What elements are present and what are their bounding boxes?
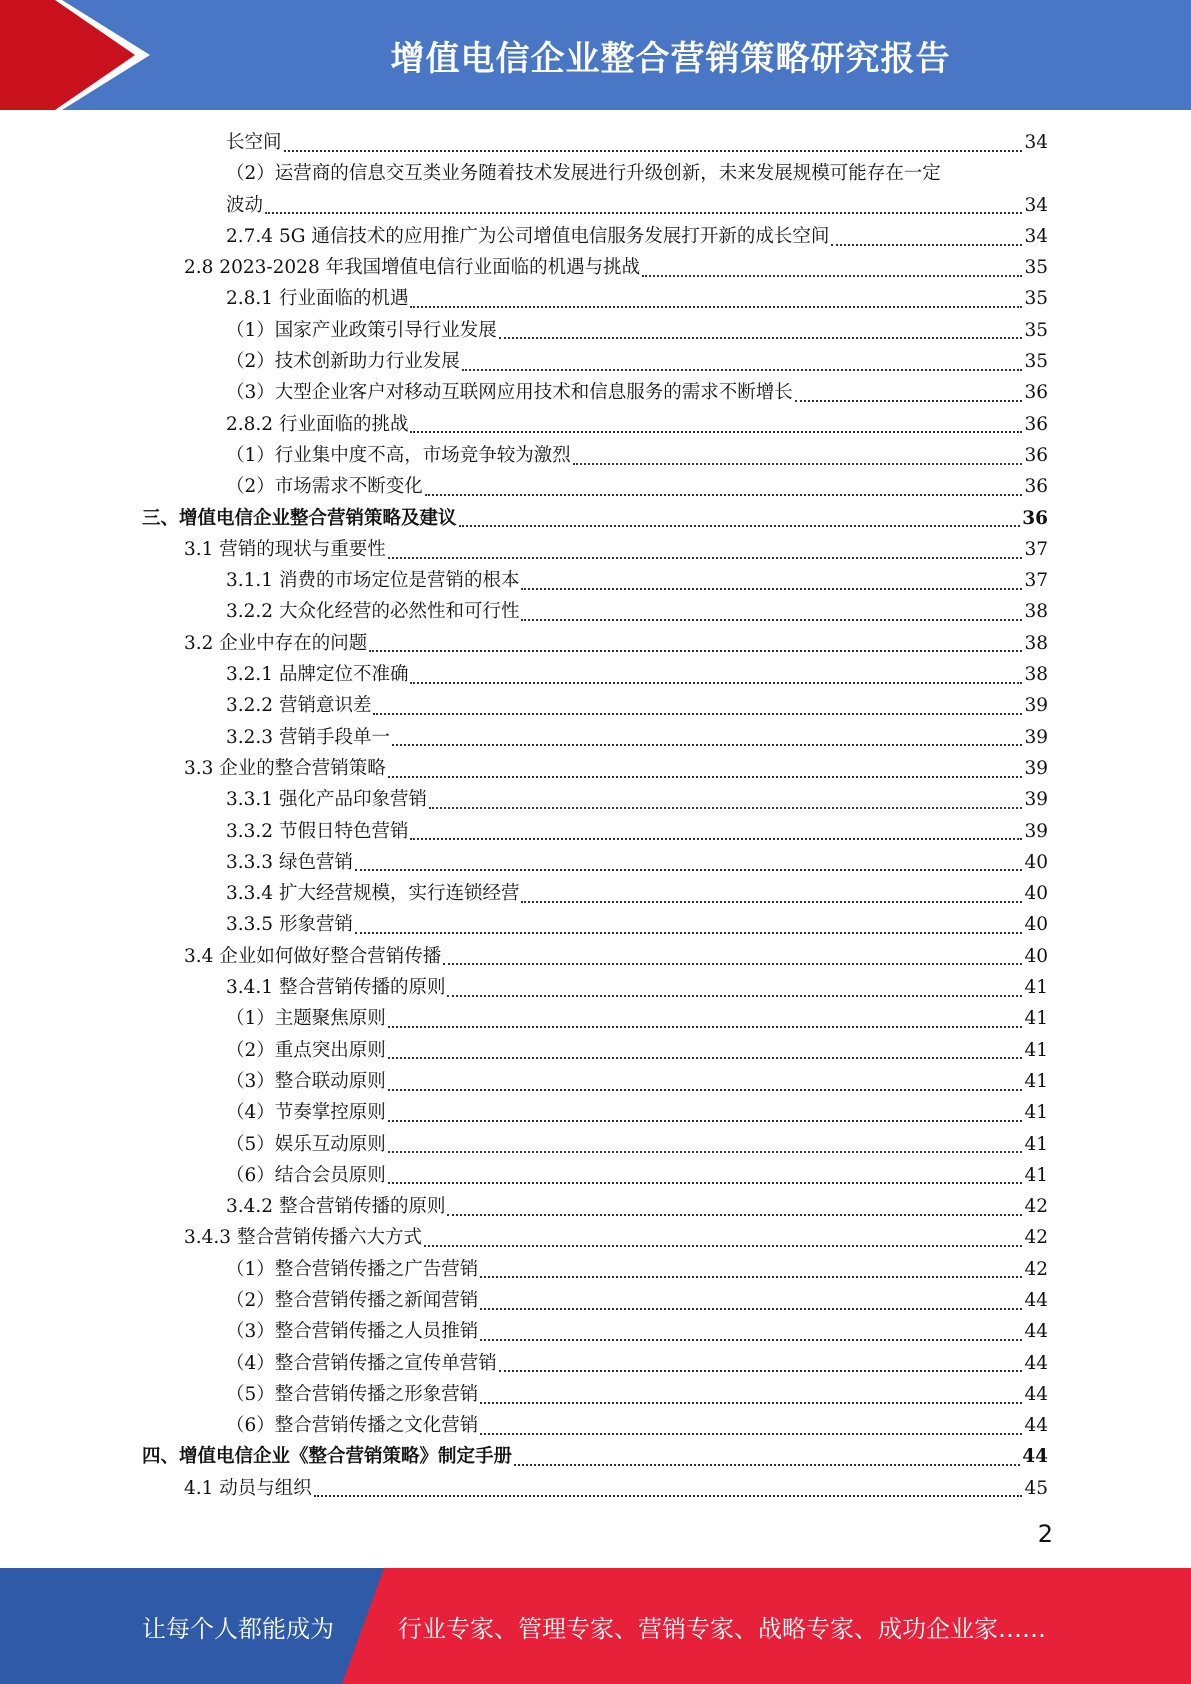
table-of-contents bbox=[142, 127, 1048, 1504]
toc-entry-label: （5）娱乐互动原则 bbox=[226, 1133, 386, 1155]
toc-entry-label: （4）整合营销传播之宣传单营销 bbox=[226, 1352, 497, 1374]
toc-leader-dots bbox=[573, 463, 1023, 465]
footer-slogan-left: 让每个人都能成为 bbox=[142, 1614, 334, 1643]
toc-entry-page: 36 bbox=[1022, 507, 1048, 529]
red-chevron-icon bbox=[0, 0, 150, 110]
toc-entry-label: （3）大型企业客户对移动互联网应用技术和信息服务的需求不断增长 bbox=[226, 382, 793, 404]
toc-entry[interactable] bbox=[142, 503, 1048, 534]
toc-entry-label: 3.2 企业中存在的问题 bbox=[184, 632, 368, 654]
toc-leader-dots bbox=[521, 588, 1022, 590]
toc-leader-dots bbox=[388, 1026, 1023, 1028]
toc-entry[interactable] bbox=[142, 1129, 1048, 1160]
toc-entry-label: （4）节奏掌控原则 bbox=[226, 1102, 386, 1124]
toc-leader-dots bbox=[521, 901, 1022, 903]
toc-entry-page: 42 bbox=[1024, 1227, 1048, 1249]
toc-entry-page: 44 bbox=[1024, 1383, 1048, 1405]
toc-leader-dots bbox=[521, 619, 1022, 621]
toc-entry-label: 3.2.3 营销手段单一 bbox=[226, 726, 390, 748]
toc-entry[interactable] bbox=[142, 1254, 1048, 1285]
toc-entry-label: 3.4.2 整合营销传播的原则 bbox=[226, 1196, 446, 1218]
toc-entry-page: 36 bbox=[1024, 476, 1048, 498]
toc-entry-label: （3）整合营销传播之人员推销 bbox=[226, 1321, 479, 1343]
page-number: 2 bbox=[1037, 1520, 1053, 1548]
toc-entry-label: 3.4 企业如何做好整合营销传播 bbox=[184, 945, 442, 967]
toc-entry-page: 41 bbox=[1024, 1008, 1048, 1030]
toc-entry[interactable] bbox=[142, 753, 1048, 784]
toc-entry-label: 长空间 bbox=[226, 132, 282, 153]
toc-leader-dots bbox=[499, 337, 1023, 339]
toc-entry-label: 3.2.1 品牌定位不准确 bbox=[226, 664, 409, 686]
toc-leader-dots bbox=[410, 431, 1022, 433]
toc-entry[interactable] bbox=[142, 878, 1048, 909]
toc-entry-page: 42 bbox=[1024, 1196, 1048, 1218]
toc-entry[interactable] bbox=[142, 909, 1048, 940]
toc-entry-label: 2.8.1 行业面临的机遇 bbox=[226, 288, 409, 310]
toc-entry-page: 39 bbox=[1024, 695, 1048, 717]
toc-leader-dots bbox=[499, 1370, 1023, 1372]
toc-entry[interactable] bbox=[142, 816, 1048, 847]
toc-entry[interactable] bbox=[142, 784, 1048, 815]
toc-entry-label: 3.3.1 强化产品印象营销 bbox=[226, 789, 427, 811]
toc-entry-label: 3.3.4 扩大经营规模，实行连锁经营 bbox=[226, 883, 520, 905]
toc-entry[interactable] bbox=[142, 659, 1048, 690]
toc-entry-label: 3.3.2 节假日特色营销 bbox=[226, 820, 409, 842]
toc-entry-label: 3.3.5 形象营销 bbox=[226, 914, 353, 936]
toc-leader-dots bbox=[265, 212, 1022, 214]
toc-entry-label: 3.2.2 大众化经营的必然性和可行性 bbox=[226, 601, 520, 623]
toc-leader-dots bbox=[388, 1151, 1023, 1153]
toc-leader-dots bbox=[388, 1057, 1023, 1059]
toc-entry-label: （2）整合营销传播之新闻营销 bbox=[226, 1289, 479, 1311]
toc-entry-page: 38 bbox=[1024, 632, 1048, 654]
toc-entry[interactable] bbox=[142, 972, 1048, 1003]
toc-leader-dots bbox=[369, 650, 1022, 652]
toc-entry[interactable] bbox=[142, 690, 1048, 721]
toc-entry-page: 34 bbox=[1024, 225, 1048, 247]
toc-entry-page: 38 bbox=[1024, 664, 1048, 686]
toc-leader-dots bbox=[388, 1182, 1023, 1184]
toc-entry-page: 39 bbox=[1024, 789, 1048, 811]
toc-leader-dots bbox=[480, 1402, 1022, 1404]
toc-entry-label: （6）结合会员原则 bbox=[226, 1164, 386, 1186]
toc-entry[interactable] bbox=[142, 221, 1048, 252]
toc-entry-label: （2）重点突出原则 bbox=[226, 1039, 386, 1061]
toc-entry-page: 44 bbox=[1024, 1415, 1048, 1437]
toc-leader-dots bbox=[459, 525, 1021, 527]
toc-leader-dots bbox=[410, 838, 1022, 840]
toc-entry-page: 38 bbox=[1024, 601, 1048, 623]
toc-entry-label: 四、增值电信企业《整合营销策略》制定手册 bbox=[142, 1446, 513, 1468]
toc-entry[interactable] bbox=[142, 596, 1048, 627]
toc-entry-page: 44 bbox=[1022, 1446, 1048, 1468]
toc-entry[interactable] bbox=[142, 283, 1048, 314]
toc-entry-page: 35 bbox=[1024, 351, 1048, 373]
toc-entry-page: 44 bbox=[1024, 1289, 1048, 1311]
toc-entry-page: 41 bbox=[1024, 1070, 1048, 1092]
toc-entry[interactable] bbox=[142, 1003, 1048, 1034]
toc-entry[interactable] bbox=[142, 1348, 1048, 1379]
toc-entry-page: 39 bbox=[1024, 757, 1048, 779]
toc-entry[interactable] bbox=[142, 1066, 1048, 1097]
toc-leader-dots bbox=[284, 150, 1023, 152]
toc-leader-dots bbox=[373, 713, 1022, 715]
toc-entry-label: 2.7.4 5G 通信技术的应用推广为公司增值电信服务发展打开新的成长空间 bbox=[226, 225, 830, 247]
toc-entry[interactable] bbox=[142, 440, 1048, 471]
toc-entry-label: （1）国家产业政策引导行业发展 bbox=[226, 319, 497, 341]
toc-entry-page: 36 bbox=[1024, 413, 1048, 435]
toc-leader-dots bbox=[355, 869, 1023, 871]
toc-leader-dots bbox=[388, 557, 1023, 559]
toc-leader-dots bbox=[388, 1120, 1023, 1122]
toc-entry-page: 42 bbox=[1024, 1258, 1048, 1280]
toc-entry-page: 35 bbox=[1024, 319, 1048, 341]
toc-entry-label: 波动 bbox=[226, 194, 264, 216]
toc-entry[interactable] bbox=[142, 1441, 1048, 1472]
toc-entry-page: 37 bbox=[1024, 538, 1048, 560]
toc-leader-dots bbox=[831, 244, 1022, 246]
toc-entry[interactable] bbox=[142, 158, 1048, 189]
toc-entry-page: 40 bbox=[1024, 945, 1048, 967]
toc-leader-dots bbox=[642, 275, 1022, 277]
toc-entry[interactable] bbox=[142, 190, 1048, 221]
toc-entry-label: 3.2.2 营销意识差 bbox=[226, 695, 372, 717]
toc-leader-dots bbox=[480, 1308, 1022, 1310]
toc-entry[interactable] bbox=[142, 1285, 1048, 1316]
toc-leader-dots bbox=[795, 400, 1023, 402]
toc-entry-page: 41 bbox=[1024, 1039, 1048, 1061]
toc-leader-dots bbox=[388, 1089, 1023, 1091]
toc-leader-dots bbox=[388, 776, 1023, 778]
toc-leader-dots bbox=[410, 306, 1022, 308]
toc-entry-label: 三、增值电信企业整合营销策略及建议 bbox=[142, 507, 457, 529]
toc-entry-label: 3.3.3 绿色营销 bbox=[226, 851, 353, 873]
toc-entry-label: （2）市场需求不断变化 bbox=[226, 476, 423, 498]
toc-entry-page: 35 bbox=[1024, 288, 1048, 310]
toc-entry-label: 3.1 营销的现状与重要性 bbox=[184, 538, 386, 560]
toc-entry[interactable] bbox=[142, 471, 1048, 502]
toc-entry[interactable] bbox=[142, 1097, 1048, 1128]
page-footer bbox=[0, 1568, 1191, 1684]
toc-entry[interactable] bbox=[142, 1379, 1048, 1410]
toc-entry[interactable] bbox=[142, 1035, 1048, 1066]
toc-entry-label: 3.3 企业的整合营销策略 bbox=[184, 757, 386, 779]
toc-entry[interactable] bbox=[142, 1160, 1048, 1191]
toc-entry-label: 4.1 动员与组织 bbox=[184, 1477, 312, 1499]
page-header bbox=[0, 0, 1191, 110]
toc-entry-page: 41 bbox=[1024, 1164, 1048, 1186]
toc-entry-page: 34 bbox=[1024, 132, 1048, 153]
toc-leader-dots bbox=[410, 682, 1022, 684]
toc-entry[interactable] bbox=[142, 1222, 1048, 1253]
toc-entry-page: 36 bbox=[1024, 382, 1048, 404]
toc-entry-label: 3.4.3 整合营销传播六大方式 bbox=[184, 1227, 422, 1249]
toc-leader-dots bbox=[462, 369, 1023, 371]
toc-entry[interactable] bbox=[142, 1473, 1048, 1504]
toc-entry[interactable] bbox=[142, 252, 1048, 283]
toc-entry[interactable] bbox=[142, 847, 1048, 878]
toc-entry-label: 2.8.2 行业面临的挑战 bbox=[226, 413, 409, 435]
toc-entry-page: 39 bbox=[1024, 726, 1048, 748]
toc-entry-page: 41 bbox=[1024, 1102, 1048, 1124]
toc-entry-page: 45 bbox=[1024, 1477, 1048, 1499]
toc-entry[interactable] bbox=[142, 1316, 1048, 1347]
toc-entry[interactable] bbox=[142, 1191, 1048, 1222]
toc-leader-dots bbox=[443, 963, 1022, 965]
toc-leader-dots bbox=[355, 932, 1023, 934]
toc-leader-dots bbox=[392, 744, 1022, 746]
toc-entry-label: （5）整合营销传播之形象营销 bbox=[226, 1383, 479, 1405]
toc-entry[interactable] bbox=[142, 315, 1048, 346]
toc-entry-page: 35 bbox=[1024, 257, 1048, 279]
toc-entry-page: 34 bbox=[1024, 194, 1048, 216]
toc-entry-label: （1）行业集中度不高，市场竞争较为激烈 bbox=[226, 444, 571, 466]
toc-entry[interactable] bbox=[142, 346, 1048, 377]
toc-entry[interactable] bbox=[142, 565, 1048, 596]
toc-entry-label: 3.1.1 消费的市场定位是营销的根本 bbox=[226, 570, 520, 592]
toc-entry-page: 37 bbox=[1024, 570, 1048, 592]
toc-entry-page: 41 bbox=[1024, 977, 1048, 999]
toc-entry-page: 40 bbox=[1024, 883, 1048, 905]
toc-entry[interactable] bbox=[142, 377, 1048, 408]
toc-entry-page: 40 bbox=[1024, 851, 1048, 873]
toc-entry[interactable] bbox=[142, 127, 1048, 158]
report-title: 增值电信企业整合营销策略研究报告 bbox=[390, 38, 951, 79]
toc-entry-page: 36 bbox=[1024, 444, 1048, 466]
toc-entry-label: （2）技术创新助力行业发展 bbox=[226, 351, 460, 373]
toc-entry[interactable] bbox=[142, 1410, 1048, 1441]
toc-leader-dots bbox=[425, 494, 1023, 496]
toc-leader-dots bbox=[429, 807, 1022, 809]
toc-leader-dots bbox=[447, 1214, 1022, 1216]
toc-entry[interactable] bbox=[142, 409, 1048, 440]
toc-entry-label: 3.4.1 整合营销传播的原则 bbox=[226, 977, 446, 999]
toc-entry-page: 44 bbox=[1024, 1321, 1048, 1343]
toc-leader-dots bbox=[480, 1433, 1022, 1435]
toc-entry-label: 2.8 2023-2028 年我国增值电信行业面临的机遇与挑战 bbox=[184, 257, 641, 279]
toc-leader-dots bbox=[480, 1276, 1022, 1278]
toc-leader-dots bbox=[314, 1495, 1023, 1497]
toc-entry[interactable] bbox=[142, 941, 1048, 972]
toc-entry-page: 39 bbox=[1024, 820, 1048, 842]
toc-entry-page: 40 bbox=[1024, 914, 1048, 936]
toc-entry[interactable] bbox=[142, 534, 1048, 565]
toc-entry-label: （6）整合营销传播之文化营销 bbox=[226, 1415, 479, 1437]
toc-entry-label: （3）整合联动原则 bbox=[226, 1070, 386, 1092]
footer-slogan-right: 行业专家、管理专家、营销专家、战略专家、成功企业家…… bbox=[398, 1614, 1046, 1643]
toc-entry-page: 41 bbox=[1024, 1133, 1048, 1155]
toc-entry[interactable] bbox=[142, 722, 1048, 753]
toc-leader-dots bbox=[514, 1464, 1020, 1466]
toc-entry-page: 44 bbox=[1024, 1352, 1048, 1374]
toc-entry-label: （1）整合营销传播之广告营销 bbox=[226, 1258, 479, 1280]
toc-leader-dots bbox=[424, 1245, 1022, 1247]
toc-entry-label: （1）主题聚焦原则 bbox=[226, 1008, 386, 1030]
toc-entry[interactable] bbox=[142, 628, 1048, 659]
toc-entry-label: （2）运营商的信息交互类业务随着技术发展进行升级创新，未来发展规模可能存在一定 bbox=[226, 163, 941, 185]
toc-leader-dots bbox=[480, 1339, 1022, 1341]
toc-leader-dots bbox=[447, 995, 1022, 997]
